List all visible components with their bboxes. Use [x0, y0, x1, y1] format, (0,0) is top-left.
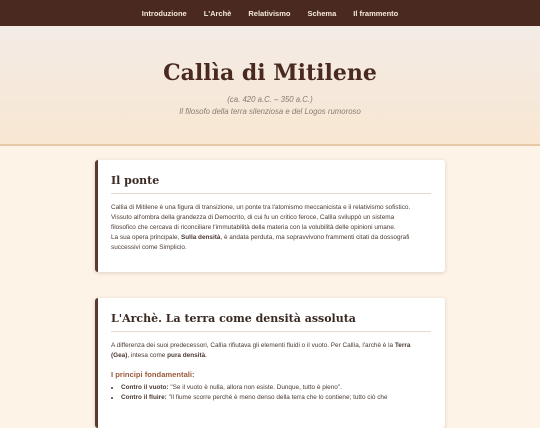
- paragraph-text: , è andata perduta, ma sopravvivono frammenti citati da dossografi: [220, 234, 410, 241]
- principles-list: [111, 383, 431, 403]
- book-title: Sulla densità: [181, 234, 221, 241]
- hero-dates: (ca. 420 a.C. – 350 a.C.): [227, 95, 313, 104]
- keyword-gea: (Gea): [111, 352, 128, 359]
- principle-text: "Se il vuoto è nulla, allora non esiste. Dunque, tutto è pieno".: [168, 384, 342, 391]
- principles-heading: I principi fondamentali:: [111, 370, 195, 379]
- nav-relativismo[interactable]: Relativismo: [248, 8, 291, 18]
- paragraph-text: , intesa come: [127, 352, 168, 359]
- paragraph-text: .: [205, 352, 207, 359]
- section-title: L'Archè. La terra come densità assoluta: [111, 312, 431, 332]
- principle-text: "Il fiume scorre perché è meno denso della terra che lo contiene; tutto ciò che: [166, 394, 388, 401]
- keyword-terra: Terra: [394, 342, 411, 349]
- keyword-densita: pura densità: [167, 352, 206, 359]
- top-nav: [0, 0, 540, 26]
- nav-introduzione[interactable]: Introduzione: [141, 8, 187, 18]
- principle-label: Contro il fluire:: [121, 394, 167, 401]
- paragraph-line: Callìa di Mitilene è una figura di transizione, un ponte tra l'atomismo meccanicista e il relativismo sofistico.: [111, 204, 411, 211]
- nav-schema[interactable]: Schema: [307, 8, 337, 18]
- section-il-ponte: [95, 160, 445, 272]
- nav-arche[interactable]: L'Archè: [203, 8, 232, 18]
- hero-tagline: Il filosofo della terra silenziosa e del Logos rumoroso: [179, 107, 361, 116]
- paragraph-line: Vissuto all'ombra della grandezza di Democrito, di cui fu un critico feroce, Callìa sviluppò un sistema: [111, 214, 395, 221]
- paragraph-line: successivi come Simplicio.: [111, 244, 187, 251]
- page-title: Callìa di Mitilene: [163, 60, 377, 86]
- section-paragraph: [111, 203, 431, 253]
- paragraph-text: La sua opera principale,: [111, 234, 181, 241]
- principle-label: Contro il vuoto:: [121, 384, 169, 391]
- section-arche: [95, 298, 445, 428]
- nav-frammento[interactable]: Il frammento: [353, 8, 399, 18]
- paragraph-text: A differenza dei suoi predecessori, Callìa rifiutava gli elementi fluidi o il vuoto. Per Callìa, l'archè è la: [111, 342, 395, 349]
- section-paragraph: [111, 341, 431, 361]
- hero-header: [0, 26, 540, 146]
- list-item: [121, 383, 431, 393]
- paragraph-line: filosofico che cercava di riconciliare l'immutabilità della materia con la volubilità delle opinioni umane.: [111, 224, 396, 231]
- list-item: [121, 393, 431, 403]
- section-title: Il ponte: [111, 174, 431, 194]
